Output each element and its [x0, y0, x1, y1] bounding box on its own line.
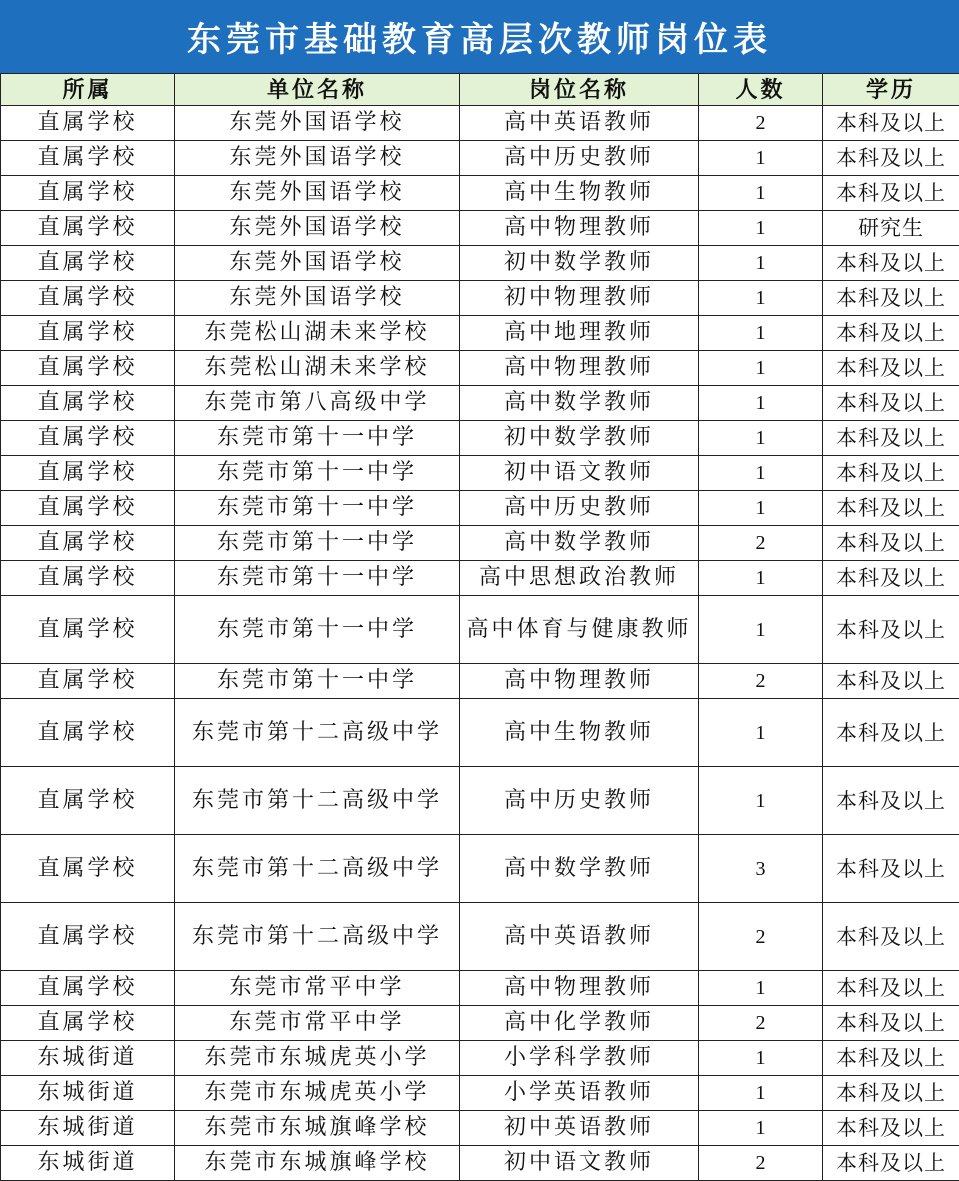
table-row: [1, 1076, 959, 1111]
cell-belong: 直属学校: [1, 561, 175, 596]
header-count: 人数: [699, 74, 823, 106]
cell-belong: 直属学校: [1, 316, 175, 351]
cell-post-name: 高中生物教师: [460, 176, 699, 211]
cell-count: 1: [699, 561, 823, 596]
cell-education: 研究生: [823, 211, 959, 246]
cell-count: 1: [699, 456, 823, 491]
cell-education: 本科及以上: [823, 246, 959, 281]
cell-education: 本科及以上: [823, 903, 959, 971]
positions-table: [0, 73, 959, 1181]
cell-unit-name: 东莞市东城旗峰学校: [175, 1146, 460, 1181]
cell-count: 1: [699, 386, 823, 421]
cell-count: 1: [699, 491, 823, 526]
cell-education: 本科及以上: [823, 699, 959, 767]
cell-count: 1: [699, 141, 823, 176]
cell-count: 2: [699, 1006, 823, 1041]
cell-unit-name: 东莞市第十一中学: [175, 596, 460, 664]
cell-post-name: 高中历史教师: [460, 491, 699, 526]
table-row: [1, 491, 959, 526]
header-education: 学历: [823, 74, 959, 106]
cell-count: 1: [699, 971, 823, 1006]
table-row: [1, 386, 959, 421]
cell-count: 1: [699, 1041, 823, 1076]
cell-belong: 直属学校: [1, 456, 175, 491]
cell-education: 本科及以上: [823, 835, 959, 903]
cell-education: 本科及以上: [823, 1111, 959, 1146]
cell-unit-name: 东莞外国语学校: [175, 141, 460, 176]
cell-count: 1: [699, 767, 823, 835]
cell-unit-name: 东莞外国语学校: [175, 176, 460, 211]
cell-post-name: 初中数学教师: [460, 421, 699, 456]
cell-education: 本科及以上: [823, 491, 959, 526]
cell-unit-name: 东莞松山湖未来学校: [175, 316, 460, 351]
cell-post-name: 初中语文教师: [460, 1146, 699, 1181]
cell-unit-name: 东莞市第十一中学: [175, 421, 460, 456]
cell-unit-name: 东莞市第十一中学: [175, 491, 460, 526]
cell-unit-name: 东莞松山湖未来学校: [175, 351, 460, 386]
cell-unit-name: 东莞市第十二高级中学: [175, 699, 460, 767]
cell-count: 1: [699, 316, 823, 351]
cell-belong: 直属学校: [1, 211, 175, 246]
cell-unit-name: 东莞市常平中学: [175, 971, 460, 1006]
cell-post-name: 高中地理教师: [460, 316, 699, 351]
cell-education: 本科及以上: [823, 281, 959, 316]
cell-post-name: 高中数学教师: [460, 386, 699, 421]
cell-belong: 直属学校: [1, 903, 175, 971]
cell-post-name: 小学科学教师: [460, 1041, 699, 1076]
cell-belong: 直属学校: [1, 386, 175, 421]
cell-education: 本科及以上: [823, 971, 959, 1006]
cell-count: 1: [699, 176, 823, 211]
cell-education: 本科及以上: [823, 421, 959, 456]
cell-count: 1: [699, 421, 823, 456]
cell-belong: 直属学校: [1, 1006, 175, 1041]
cell-belong: 直属学校: [1, 596, 175, 664]
cell-belong: 直属学校: [1, 971, 175, 1006]
cell-belong: 直属学校: [1, 767, 175, 835]
cell-post-name: 高中物理教师: [460, 211, 699, 246]
cell-belong: 直属学校: [1, 664, 175, 699]
cell-post-name: 高中生物教师: [460, 699, 699, 767]
cell-belong: 直属学校: [1, 421, 175, 456]
cell-belong: 直属学校: [1, 835, 175, 903]
cell-post-name: 初中数学教师: [460, 246, 699, 281]
cell-count: 1: [699, 246, 823, 281]
cell-post-name: 高中英语教师: [460, 106, 699, 141]
cell-unit-name: 东莞市第十二高级中学: [175, 903, 460, 971]
cell-unit-name: 东莞市第十二高级中学: [175, 767, 460, 835]
cell-post-name: 初中语文教师: [460, 456, 699, 491]
cell-unit-name: 东莞市第十一中学: [175, 456, 460, 491]
cell-unit-name: 东莞市第十一中学: [175, 561, 460, 596]
cell-belong: 直属学校: [1, 246, 175, 281]
cell-unit-name: 东莞市东城旗峰学校: [175, 1111, 460, 1146]
table-row: [1, 351, 959, 386]
table-row: [1, 456, 959, 491]
cell-count: 2: [699, 106, 823, 141]
table-row: [1, 596, 959, 664]
cell-belong: 东城街道: [1, 1041, 175, 1076]
cell-post-name: 初中英语教师: [460, 1111, 699, 1146]
cell-education: 本科及以上: [823, 767, 959, 835]
table-header-row: [1, 74, 959, 106]
cell-education: 本科及以上: [823, 1076, 959, 1111]
table-row: [1, 176, 959, 211]
cell-belong: 直属学校: [1, 176, 175, 211]
cell-post-name: 高中体育与健康教师: [460, 596, 699, 664]
cell-unit-name: 东莞外国语学校: [175, 106, 460, 141]
cell-education: 本科及以上: [823, 526, 959, 561]
cell-count: 1: [699, 281, 823, 316]
cell-education: 本科及以上: [823, 1146, 959, 1181]
table-row: [1, 421, 959, 456]
cell-unit-name: 东莞市东城虎英小学: [175, 1076, 460, 1111]
cell-post-name: 高中历史教师: [460, 141, 699, 176]
page-title: 东莞市基础教育高层次教师岗位表: [0, 0, 959, 74]
cell-count: 1: [699, 1111, 823, 1146]
table-row: [1, 664, 959, 699]
cell-count: 1: [699, 596, 823, 664]
cell-education: 本科及以上: [823, 176, 959, 211]
table-row: [1, 1146, 959, 1181]
cell-education: 本科及以上: [823, 386, 959, 421]
cell-belong: 直属学校: [1, 281, 175, 316]
cell-belong: 直属学校: [1, 351, 175, 386]
cell-unit-name: 东莞市第十一中学: [175, 526, 460, 561]
cell-post-name: 高中数学教师: [460, 835, 699, 903]
cell-count: 2: [699, 664, 823, 699]
header-belong: 所属: [1, 74, 175, 106]
table-body: [1, 106, 959, 1181]
cell-post-name: 高中物理教师: [460, 664, 699, 699]
cell-belong: 直属学校: [1, 491, 175, 526]
cell-education: 本科及以上: [823, 456, 959, 491]
cell-count: 1: [699, 1076, 823, 1111]
cell-count: 1: [699, 211, 823, 246]
table-row: [1, 767, 959, 835]
cell-belong: 东城街道: [1, 1111, 175, 1146]
cell-unit-name: 东莞市第八高级中学: [175, 386, 460, 421]
table-row: [1, 316, 959, 351]
cell-belong: 直属学校: [1, 106, 175, 141]
cell-belong: 东城街道: [1, 1146, 175, 1181]
cell-post-name: 初中物理教师: [460, 281, 699, 316]
cell-education: 本科及以上: [823, 141, 959, 176]
cell-post-name: 高中思想政治教师: [460, 561, 699, 596]
table-row: [1, 1041, 959, 1076]
cell-education: 本科及以上: [823, 561, 959, 596]
cell-education: 本科及以上: [823, 664, 959, 699]
cell-unit-name: 东莞外国语学校: [175, 246, 460, 281]
cell-post-name: 高中历史教师: [460, 767, 699, 835]
cell-unit-name: 东莞市第十二高级中学: [175, 835, 460, 903]
cell-post-name: 高中物理教师: [460, 971, 699, 1006]
cell-unit-name: 东莞市第十一中学: [175, 664, 460, 699]
cell-unit-name: 东莞市常平中学: [175, 1006, 460, 1041]
table-row: [1, 1111, 959, 1146]
table-row: [1, 1006, 959, 1041]
table-row: [1, 561, 959, 596]
cell-unit-name: 东莞市东城虎英小学: [175, 1041, 460, 1076]
cell-unit-name: 东莞外国语学校: [175, 281, 460, 316]
cell-belong: 直属学校: [1, 699, 175, 767]
cell-unit-name: 东莞外国语学校: [175, 211, 460, 246]
table-row: [1, 971, 959, 1006]
cell-post-name: 高中物理教师: [460, 351, 699, 386]
cell-count: 2: [699, 1146, 823, 1181]
cell-count: 2: [699, 903, 823, 971]
cell-education: 本科及以上: [823, 596, 959, 664]
cell-education: 本科及以上: [823, 1041, 959, 1076]
cell-belong: 直属学校: [1, 526, 175, 561]
table-row: [1, 281, 959, 316]
cell-education: 本科及以上: [823, 1006, 959, 1041]
cell-count: 1: [699, 699, 823, 767]
table-row: [1, 526, 959, 561]
cell-count: 2: [699, 526, 823, 561]
cell-education: 本科及以上: [823, 106, 959, 141]
table-row: [1, 211, 959, 246]
table-row: [1, 106, 959, 141]
cell-education: 本科及以上: [823, 351, 959, 386]
cell-count: 1: [699, 351, 823, 386]
cell-belong: 东城街道: [1, 1076, 175, 1111]
header-post: 岗位名称: [460, 74, 699, 106]
table-row: [1, 903, 959, 971]
cell-count: 3: [699, 835, 823, 903]
header-unit: 单位名称: [175, 74, 460, 106]
cell-belong: 直属学校: [1, 141, 175, 176]
table-row: [1, 141, 959, 176]
cell-post-name: 高中英语教师: [460, 903, 699, 971]
cell-post-name: 小学英语教师: [460, 1076, 699, 1111]
cell-post-name: 高中数学教师: [460, 526, 699, 561]
cell-post-name: 高中化学教师: [460, 1006, 699, 1041]
cell-education: 本科及以上: [823, 316, 959, 351]
table-row: [1, 699, 959, 767]
table-row: [1, 246, 959, 281]
table-row: [1, 835, 959, 903]
